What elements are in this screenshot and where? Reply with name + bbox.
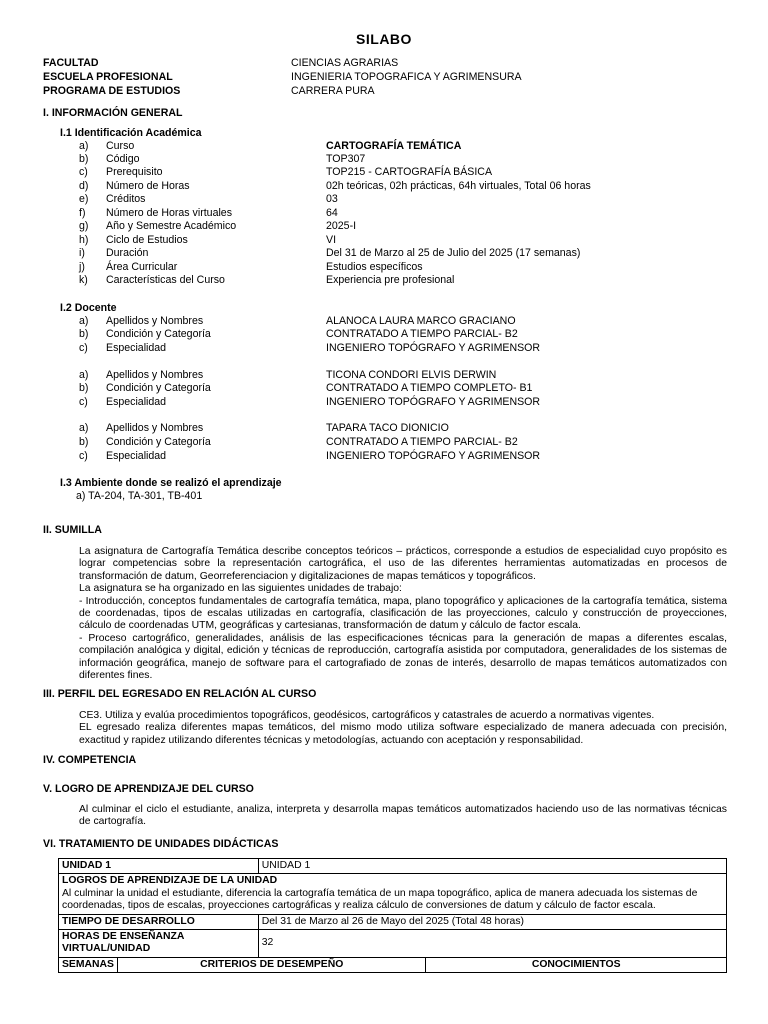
item-value: TOP215 - CARTOGRAFÍA BÁSICA <box>326 166 493 178</box>
subsection-1-2-heading: I.2 Docente <box>60 302 117 314</box>
profile-paragraph: EL egresado realiza diferentes mapas temáticos, del mismo modo utiliza software especializado de manera adecuada con precisión, exactitud y rapidez utilizando diferentes técnicas y metodologías, actuando con aceptación y responsabilidad. <box>79 722 727 746</box>
item-label: Especialidad <box>106 450 167 462</box>
col-criterios: CRITERIOS DE DESEMPEÑO <box>117 957 425 972</box>
tiempo-row <box>59 914 727 929</box>
item-label: Número de Horas virtuales <box>106 207 232 219</box>
school-value: INGENIERIA TOPOGRAFICA Y AGRIMENSURA <box>291 71 522 83</box>
item-label: Características del Curso <box>106 274 225 286</box>
item-value: 64 <box>326 207 338 219</box>
classrooms-value: a) TA-204, TA-301, TB-401 <box>76 490 203 502</box>
item-letter: c) <box>79 166 88 178</box>
item-label: Apellidos y Nombres <box>106 422 204 434</box>
logros-row <box>59 874 727 914</box>
item-letter: b) <box>79 328 89 340</box>
sumilla-paragraph: La asignatura de Cartografía Temática describe conceptos teóricos – prácticos, corresponde a estudios de especialidad cuyo propósito es lograr competencias sobre la representación cartográfica, el uso de las diferentes herramientas automatizadas en procesos de transformación de datum, Georreferenciacion y digitalizaciones de mapas temáticos y topográficos. <box>79 546 727 582</box>
horas-value: 32 <box>258 930 726 958</box>
item-letter: h) <box>79 234 89 246</box>
item-label: Condición y Categoría <box>106 328 211 340</box>
item-value: Del 31 de Marzo al 25 de Julio del 2025 (17 semanas) <box>326 247 581 259</box>
section-6-heading: VI. TRATAMIENTO DE UNIDADES DIDÁCTICAS <box>43 838 279 850</box>
document-title: SILABO <box>356 31 412 47</box>
item-value: INGENIERO TOPÓGRAFO Y AGRIMENSOR <box>326 396 541 408</box>
unit-value: UNIDAD 1 <box>258 859 726 874</box>
sumilla-paragraph: - Introducción, conceptos fundamentales de cartografía temática, mapa, plano topográfico y aplicaciones de la cartografía temática, sistema de coordenadas, tipos de escalas utilizadas en cartografía, clasificación de las proyecciones, calculo y construcción de proyecciones, cálculo de coordenadas UTM, geográficas y cartesianas, transformación de datum y cálculo de factor escala. <box>79 595 727 632</box>
item-value: CONTRATADO A TIEMPO COMPLETO- B1 <box>326 382 533 394</box>
course-name: CARTOGRAFÍA TEMÁTICA <box>326 140 462 152</box>
item-letter: f) <box>79 207 86 219</box>
program-label: PROGRAMA DE ESTUDIOS <box>43 85 181 97</box>
item-value: TOP307 <box>326 153 366 165</box>
item-label: Número de Horas <box>106 180 190 192</box>
item-value: CONTRATADO A TIEMPO PARCIAL- B2 <box>326 328 518 340</box>
item-label: Código <box>106 153 140 165</box>
col-conocimientos: CONOCIMIENTOS <box>426 957 727 972</box>
sumilla-paragraph: La asignatura se ha organizado en las siguientes unidades de trabajo: <box>79 583 402 595</box>
subsection-1-1-heading: I.1 Identificación Académica <box>60 127 202 139</box>
sumilla-text <box>79 546 727 682</box>
item-label: Créditos <box>106 193 146 205</box>
item-label: Especialidad <box>106 342 167 354</box>
item-letter: b) <box>79 382 89 394</box>
logros-cell <box>59 874 727 914</box>
item-value: Experiencia pre profesional <box>326 274 455 286</box>
sumilla-paragraph: - Proceso cartográfico, generalidades, análisis de las especificaciones técnicas para la generación de mapas a diferentes escalas, compilación analógica y digital, edición y técnicas de reproducción, cartografía asistida por computadora, generalidades de los sistemas de información geográfica, manejo de software para el cartografiado de zonas de interés, desarrollo de mapas temáticos automatizados con diferentes fines. <box>79 632 727 682</box>
item-letter: b) <box>79 153 89 165</box>
section-1-heading: I. INFORMACIÓN GENERAL <box>43 107 183 119</box>
section-4-heading: IV. COMPETENCIA <box>43 754 137 766</box>
item-letter: j) <box>79 261 85 273</box>
item-letter: b) <box>79 436 89 448</box>
item-letter: k) <box>79 274 88 286</box>
item-label: Duración <box>106 247 149 259</box>
item-value: Estudios específicos <box>326 261 423 273</box>
item-label: Apellidos y Nombres <box>106 369 204 381</box>
teacher-name: TAPARA TACO DIONICIO <box>326 422 449 434</box>
item-letter: a) <box>79 369 89 381</box>
faculty-label: FACULTAD <box>43 57 99 69</box>
item-value: INGENIERO TOPÓGRAFO Y AGRIMENSOR <box>326 450 541 462</box>
unit-row <box>59 859 727 874</box>
columns-header-row <box>59 957 727 972</box>
item-value: 02h teóricas, 02h prácticas, 64h virtuales, Total 06 horas <box>326 180 591 192</box>
teacher-name: TICONA CONDORI ELVIS DERWIN <box>326 369 497 381</box>
item-value: CONTRATADO A TIEMPO PARCIAL- B2 <box>326 436 518 448</box>
profile-text <box>79 710 727 747</box>
horas-row <box>59 930 727 958</box>
item-label: Especialidad <box>106 396 167 408</box>
item-letter: a) <box>79 422 89 434</box>
item-letter: a) <box>79 315 89 327</box>
item-letter: g) <box>79 220 89 232</box>
tiempo-label: TIEMPO DE DESARROLLO <box>59 914 259 929</box>
item-label: Curso <box>106 140 135 152</box>
item-letter: e) <box>79 193 89 205</box>
item-value: INGENIERO TOPÓGRAFO Y AGRIMENSOR <box>326 342 541 354</box>
unit-label: UNIDAD 1 <box>59 859 259 874</box>
subsection-1-3-heading: I.3 Ambiente donde se realizó el aprendizaje <box>60 477 282 489</box>
unit-table <box>58 858 727 973</box>
col-semanas: SEMANAS <box>59 957 118 972</box>
tiempo-value: Del 31 de Marzo al 26 de Mayo del 2025 (Total 48 horas) <box>258 914 726 929</box>
item-value: VI <box>326 234 337 246</box>
item-letter: i) <box>79 247 85 259</box>
item-label: Prerequisito <box>106 166 163 178</box>
item-label: Año y Semestre Académico <box>106 220 237 232</box>
logros-label: LOGROS DE APRENDIZAJE DE LA UNIDAD <box>62 875 278 887</box>
item-letter: d) <box>79 180 89 192</box>
faculty-value: CIENCIAS AGRARIAS <box>291 57 399 69</box>
section-2-heading: II. SUMILLA <box>43 524 102 536</box>
item-label: Área Curricular <box>106 261 178 273</box>
section-5-heading: V. LOGRO DE APRENDIZAJE DEL CURSO <box>43 783 254 795</box>
section-3-heading: III. PERFIL DEL EGRESADO EN RELACIÓN AL CURSO <box>43 688 317 700</box>
horas-label: HORAS DE ENSEÑANZA VIRTUAL/UNIDAD <box>59 930 259 958</box>
item-letter: c) <box>79 450 88 462</box>
item-letter: c) <box>79 396 88 408</box>
school-label: ESCUELA PROFESIONAL <box>43 71 173 83</box>
logros-text: Al culminar la unidad el estudiante, diferencia la cartografía temática de un mapa topográfico, aplica de manera adecuada los sistemas de coordenadas, tipos de escalas, proyecciones cartográficas y realiza cálculo de conversiones de datum y cálculo de factor escala. <box>62 887 698 912</box>
profile-paragraph: CE3. Utiliza y evalúa procedimientos topográficos, geodésicos, cartográficos y catastrales de acuerdo a normativas vigentes. <box>79 710 655 721</box>
teacher-name: ALANOCA LAURA MARCO GRACIANO <box>326 315 516 327</box>
item-label: Apellidos y Nombres <box>106 315 204 327</box>
item-letter: a) <box>79 140 89 152</box>
item-label: Condición y Categoría <box>106 436 211 448</box>
item-label: Condición y Categoría <box>106 382 211 394</box>
item-value: 2025-I <box>326 220 357 232</box>
item-letter: c) <box>79 342 88 354</box>
item-label: Ciclo de Estudios <box>106 234 188 246</box>
item-value: 03 <box>326 193 338 205</box>
learning-outcome-text: Al culminar el ciclo el estudiante, analiza, interpreta y desarrolla mapas temáticos automatizados haciendo uso de las normativas técnicas de cartografía. <box>79 804 727 828</box>
program-value: CARRERA PURA <box>291 85 375 97</box>
